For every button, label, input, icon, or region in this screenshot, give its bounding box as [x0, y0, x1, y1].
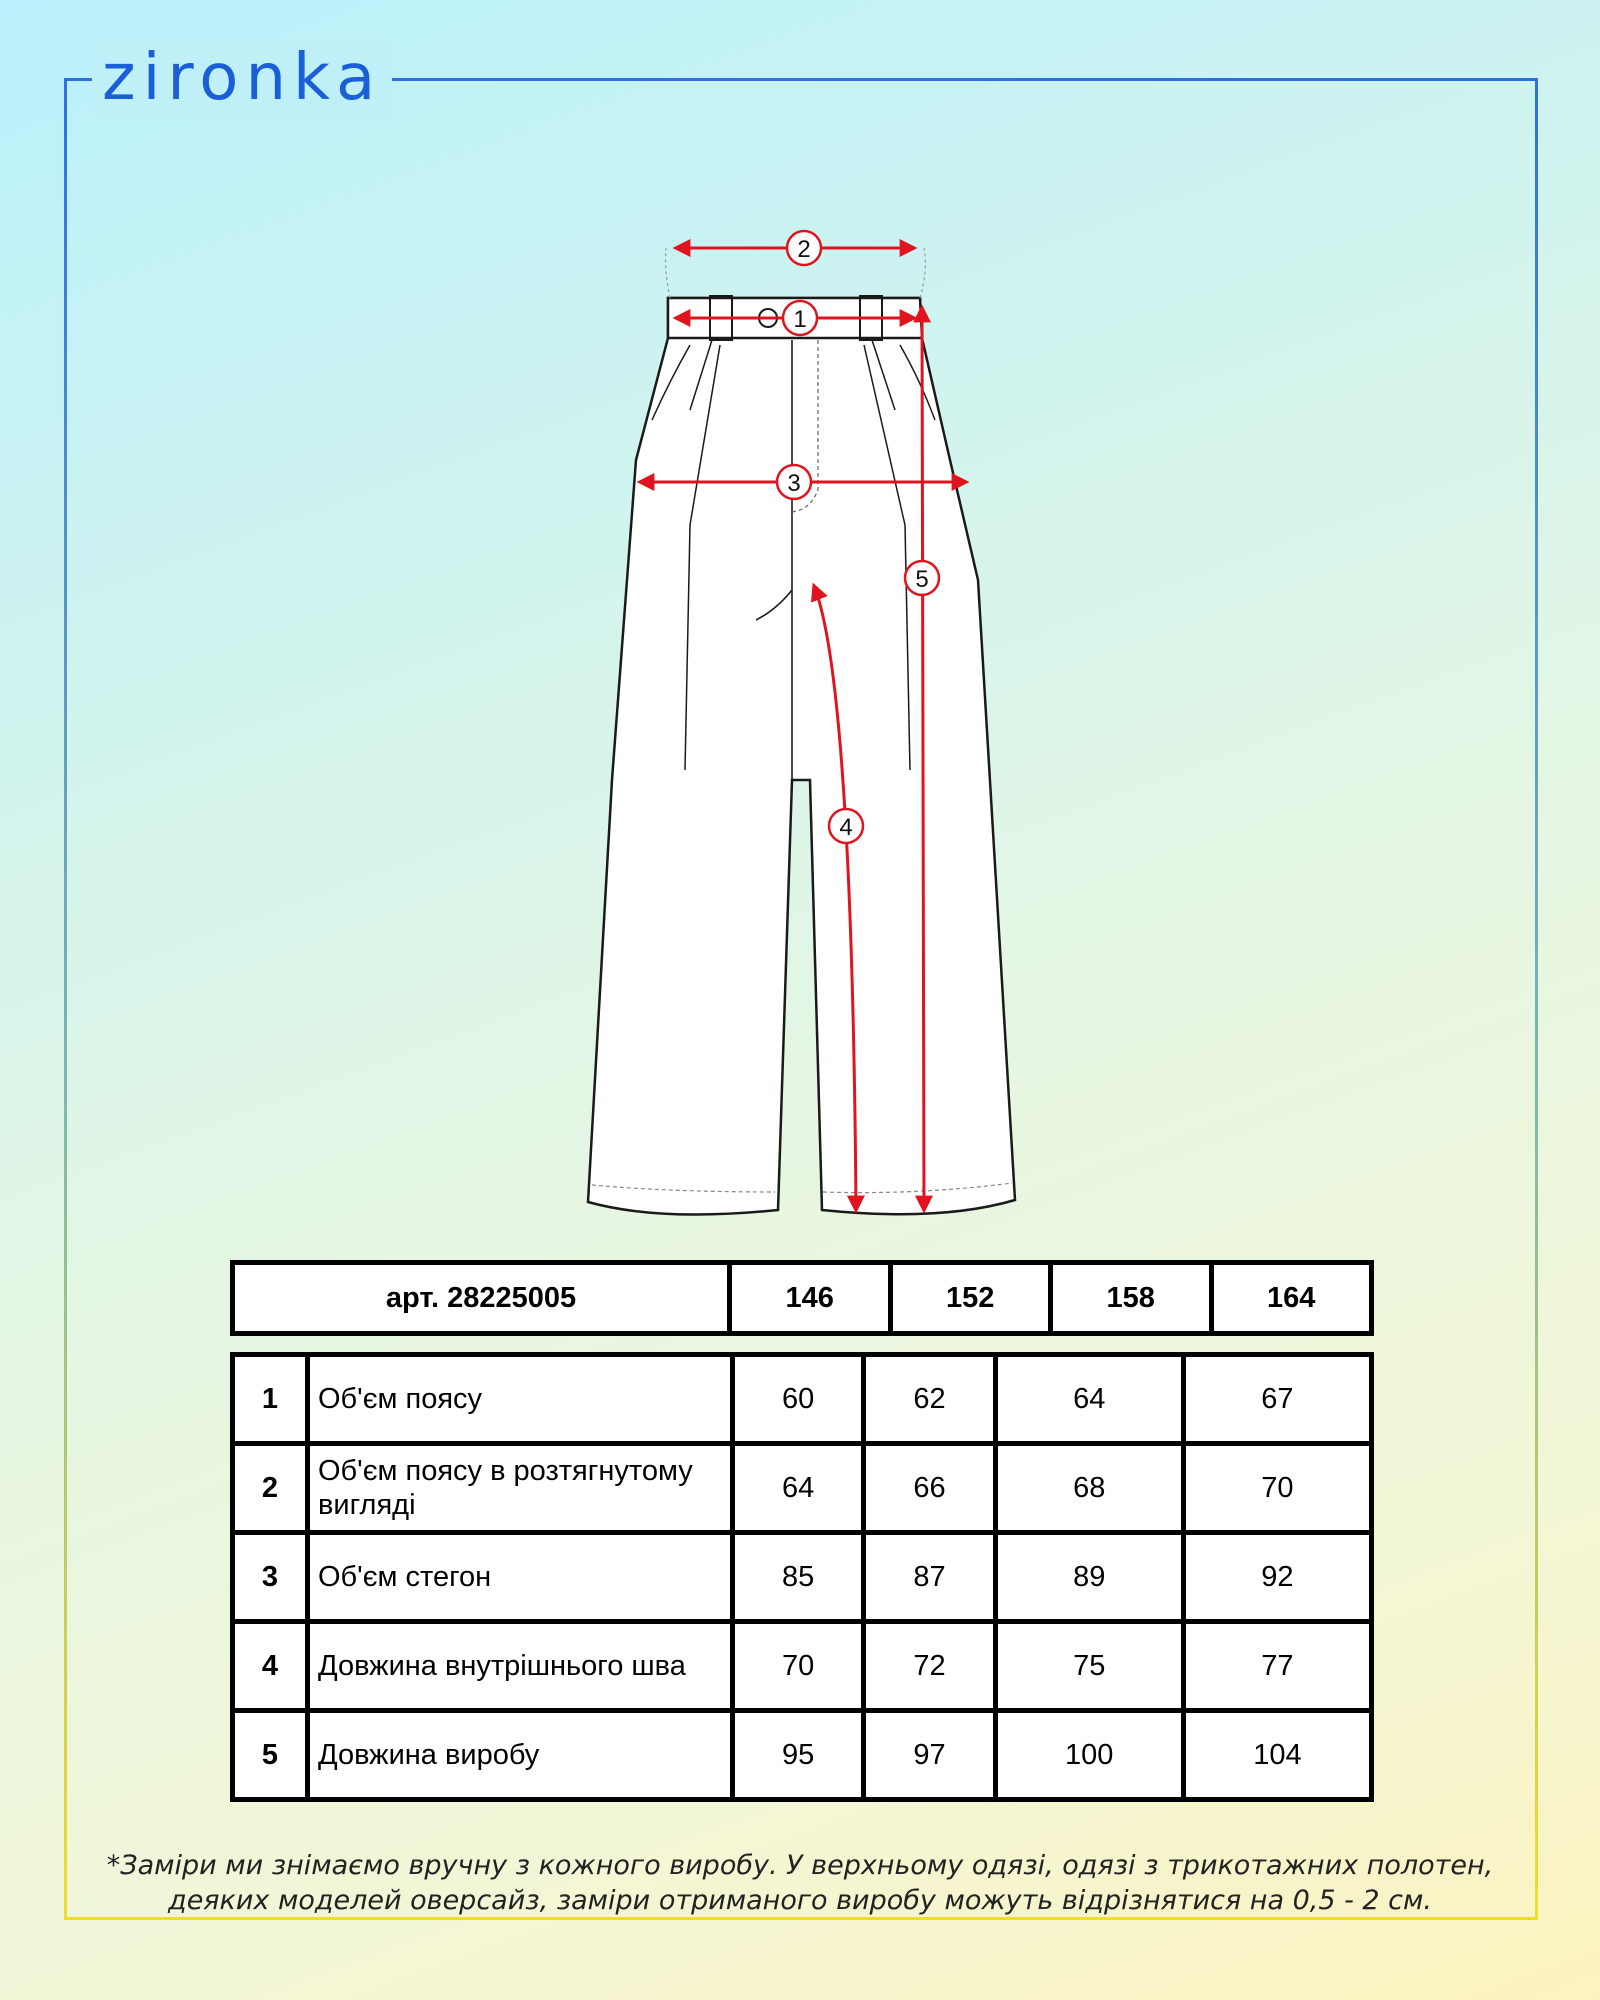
brand-logo: zironka	[92, 38, 392, 118]
callout-4	[829, 809, 863, 843]
measurement-label: Об'єм стегон	[308, 1533, 733, 1622]
value-cell: 92	[1183, 1533, 1371, 1622]
row-number: 4	[233, 1622, 308, 1711]
size-164: 164	[1211, 1263, 1372, 1334]
table-row	[233, 1444, 1372, 1533]
measurement-label: Об'єм поясу в розтягнутому вигляді	[308, 1444, 733, 1533]
pants-diagram	[560, 220, 1040, 1240]
value-cell: 70	[733, 1622, 864, 1711]
value-cell: 67	[1183, 1355, 1371, 1444]
value-cell: 60	[733, 1355, 864, 1444]
value-cell: 68	[995, 1444, 1183, 1533]
value-cell: 95	[733, 1711, 864, 1800]
value-cell: 64	[995, 1355, 1183, 1444]
measurement-label: Об'єм поясу	[308, 1355, 733, 1444]
size-146: 146	[730, 1263, 891, 1334]
value-cell: 72	[864, 1622, 995, 1711]
footnote	[70, 1848, 1530, 1918]
value-cell: 87	[864, 1533, 995, 1622]
row-number: 5	[233, 1711, 308, 1800]
callout-1	[783, 301, 817, 335]
callout-2	[787, 231, 821, 265]
table-row	[233, 1622, 1372, 1711]
svg-text:4: 4	[839, 814, 853, 841]
value-cell: 64	[733, 1444, 864, 1533]
measurement-label: Довжина виробу	[308, 1711, 733, 1800]
value-cell: 75	[995, 1622, 1183, 1711]
svg-text:3: 3	[787, 470, 801, 497]
row-number: 3	[233, 1533, 308, 1622]
row-number: 1	[233, 1355, 308, 1444]
callout-3	[777, 465, 811, 499]
table-row	[233, 1355, 1372, 1444]
table-row	[233, 1533, 1372, 1622]
value-cell: 104	[1183, 1711, 1371, 1800]
value-cell: 62	[864, 1355, 995, 1444]
svg-text:1: 1	[793, 306, 807, 333]
footnote-line-2: деяких моделей оверсайз, заміри отриманого виробу можуть відрізнятися на 0,5 - 2 см.	[168, 1885, 1432, 1916]
footnote-line-1: *Заміри ми знімаємо вручну з кожного виробу. У верхньому одязі, одязі з трикотажних полотен,	[106, 1850, 1494, 1881]
size-header-table	[230, 1260, 1374, 1336]
svg-text:5: 5	[915, 566, 929, 593]
pants-outline	[588, 298, 1015, 1215]
callout-5	[905, 561, 939, 595]
measurements-table	[230, 1352, 1374, 1802]
table-row	[233, 1711, 1372, 1800]
value-cell: 66	[864, 1444, 995, 1533]
size-header-row	[233, 1263, 1372, 1334]
size-158: 158	[1051, 1263, 1212, 1334]
value-cell: 85	[733, 1533, 864, 1622]
size-152: 152	[890, 1263, 1051, 1334]
row-number: 2	[233, 1444, 308, 1533]
value-cell: 97	[864, 1711, 995, 1800]
article-number: арт. 28225005	[233, 1263, 730, 1334]
measurement-label: Довжина внутрішнього шва	[308, 1622, 733, 1711]
value-cell: 70	[1183, 1444, 1371, 1533]
svg-text:2: 2	[797, 236, 811, 263]
value-cell: 100	[995, 1711, 1183, 1800]
value-cell: 77	[1183, 1622, 1371, 1711]
value-cell: 89	[995, 1533, 1183, 1622]
